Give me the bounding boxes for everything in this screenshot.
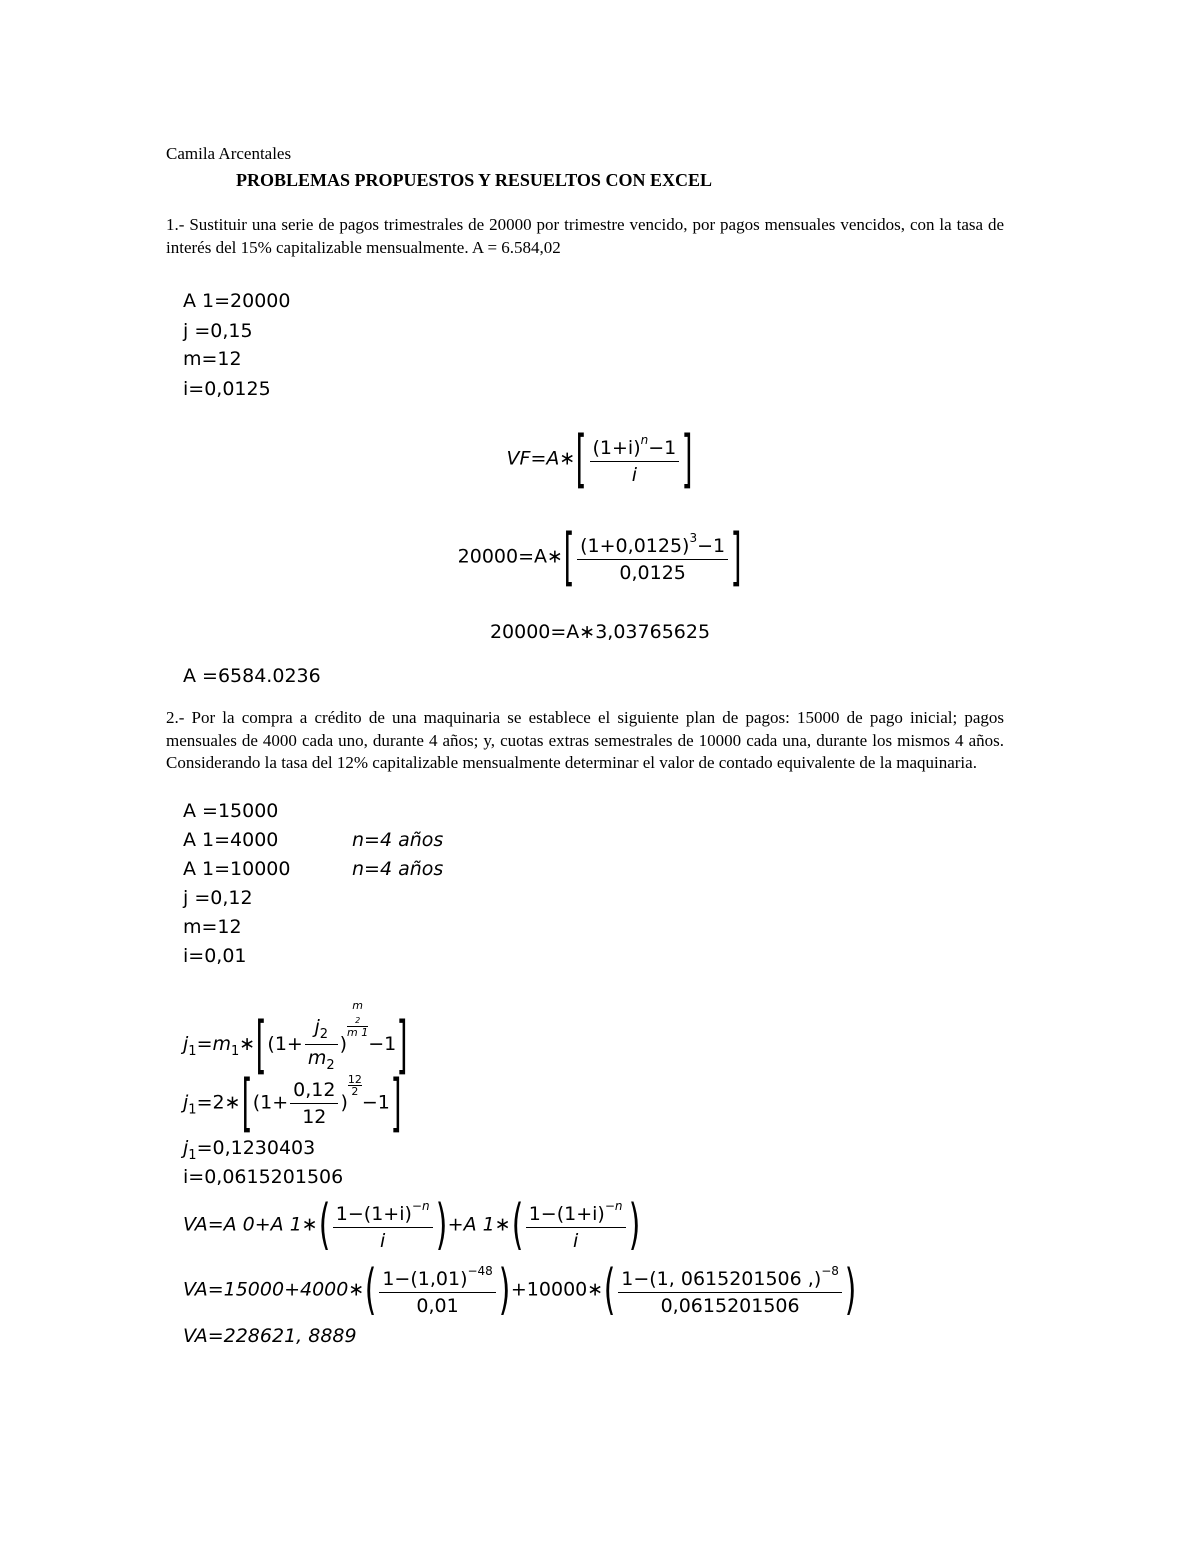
p2-j1s-lhs: j [183,1091,189,1114]
left-paren-icon: ( [511,1193,523,1256]
p2-vaf-num1-exp: −n [411,1198,430,1213]
p2-vaf-den1: i [380,1229,386,1252]
p2-j1s-eq: =2∗ [196,1091,241,1114]
p2-j1s-frac [290,1079,338,1128]
p2-j1s-frac-den: 12 [302,1105,327,1128]
left-bracket-icon: [ [575,422,587,495]
author-name: Camila Arcentales [166,144,292,163]
p1-given-i: i=0,0125 [183,378,271,400]
p2-j1f-frac-num: j [314,1016,320,1039]
p2-va-substitution [183,1258,857,1321]
p2-va-formula [183,1193,641,1256]
p2-vas-mid: +10000∗ [510,1278,604,1301]
right-paren-icon: ) [628,1193,640,1256]
p2-j1f-lhs: j [183,1033,189,1056]
p2-vas-den2: 0,0615201506 [660,1294,800,1317]
p1-sub-num-tail: −1 [697,534,726,557]
p2-vaf-mid: +A 1∗ [447,1213,511,1236]
p2-vas-num1-base: 1−(1,01) [382,1267,468,1290]
right-bracket-icon: ] [396,1007,408,1081]
p1-result [183,664,321,686]
p2-j1r-rhs: =0,1230403 [196,1137,316,1159]
p2-j1f-star: ∗ [239,1033,256,1056]
p1-substitution [0,520,1200,593]
p1-vf-num-tail: −1 [648,436,677,459]
p2-va-result [183,1325,357,1347]
right-paren-icon: ) [844,1258,857,1321]
p2-vas-num2-base: 1−(1, 0615201506 ,) [621,1267,822,1290]
p2-j1f-exp-num-sub: 2 [355,1016,361,1026]
p2-vas-num1-exp: −48 [467,1263,493,1278]
p2-j1r-lhs: j [183,1137,189,1159]
p2-vaf-num2-base: 1−(1+i) [528,1202,605,1225]
p2-vas-lhs: VA=15000+4000∗ [183,1278,365,1301]
right-paren-icon: ) [498,1258,511,1321]
p2-vas-frac1 [379,1264,495,1317]
right-bracket-icon: ] [390,1066,402,1139]
p2-vaf-den2: i [572,1229,579,1252]
p2-vaf-frac2 [526,1199,626,1252]
p1-result-text: A =6584.0236 [183,665,321,686]
p2-i-result: i=0,0615201506 [183,1166,344,1188]
p1-vf-num-base: (1+i) [592,436,641,459]
p2-j1f-open: (1+ [267,1033,303,1056]
p2-va-result-text: VA=228621, 8889 [183,1325,357,1347]
left-paren-icon: ( [365,1258,377,1321]
p2-j1s-exponent [348,1074,362,1097]
p2-vaf-num1-base: 1−(1+i) [335,1202,412,1225]
p1-given-m: m=12 [183,348,242,370]
p2-j1f-eq: =m [196,1033,231,1056]
p2-j1r-lhs-sub: 1 [188,1148,197,1163]
p2-j1s-frac-num: 0,12 [290,1079,338,1104]
p1-sub-den: 0,0125 [619,561,686,584]
p2-j1f-close: ) [339,1033,348,1056]
p2-given-m: m=12 [183,916,242,938]
p1-vf-num-exp: n [640,432,649,447]
p2-period-2: n=4 años [352,858,444,880]
p1-sub-fraction [577,531,728,584]
p2-j1f-frac [305,1016,338,1073]
left-bracket-icon: [ [241,1066,253,1139]
p2-given-a1-4000: A 1=4000 [183,829,279,851]
p2-vaf-frac1 [333,1199,433,1252]
p2-j1f-frac-den: m [307,1047,327,1070]
p1-vf-den: i [631,463,638,486]
p2-vas-frac2 [618,1264,842,1317]
left-paren-icon: ( [318,1193,331,1256]
document-title: PROBLEMAS PROPUESTOS Y RESUELTOS CON EXCEL [236,170,712,190]
p2-j1s-close: ) [340,1091,348,1114]
p2-j1s-lhs-sub: 1 [188,1102,197,1118]
p2-j1f-frac-den-sub: 2 [326,1058,335,1074]
p2-j1-substitution [183,1066,402,1139]
p2-j1s-exp-num: 12 [347,1072,362,1086]
p2-j1f-lhs-sub: 1 [188,1044,197,1060]
p2-vas-num2-exp: −8 [821,1263,839,1278]
p2-j1f-frac-num-sub: 2 [319,1027,328,1043]
right-bracket-icon: ] [681,422,693,495]
p2-given-j: j =0,12 [183,887,253,909]
p2-j1f-m-sub: 1 [231,1044,240,1060]
p2-vaf-lhs: VA=A 0+A 1∗ [183,1213,318,1236]
p2-j1s-open: (1+ [252,1091,289,1114]
p2-j1f-exponent [347,1000,368,1038]
p1-sub-lhs: 20000=A∗ [457,545,563,568]
p1-given-j: j =0,15 [183,320,253,342]
problem-2-statement: 2.- Por la compra a crédito de una maquinaria se establece el siguiente plan de pagos: 15000 de pago inicial; pagos mensuales de 4000 cada uno, durante 4 años; y, cuotas extras semestrales de 10000 cada una, durante los mismos 4 años. Considerando la tasa del 12% capitalizable mensualmente determinar el valor de contado equivalente de la maquinaria. [166,708,1004,772]
p2-vas-den1: 0,01 [416,1294,459,1317]
p2-vaf-num2-exp: −n [604,1198,623,1213]
p1-vf-fraction [590,433,680,486]
left-bracket-icon: [ [255,1007,267,1081]
p2-j1f-exp-den: m 1 [347,1026,369,1040]
p2-j1f-tail: −1 [368,1033,397,1056]
p1-vf-lhs: VF=A∗ [506,447,576,470]
left-bracket-icon: [ [563,520,575,593]
p1-given-a1: A 1=20000 [183,290,291,312]
p1-sub-num-base: (1+0,0125) [580,534,690,557]
right-bracket-icon: ] [730,520,742,593]
right-paren-icon: ) [435,1193,447,1256]
p2-j1s-exp-den: 2 [351,1084,359,1098]
p1-simplified: 20000=A∗3,03765625 [489,621,711,643]
p2-j1-result [183,1137,315,1163]
p1-vf-formula [0,422,1200,495]
p2-given-a1-10000: A 1=10000 [183,858,291,880]
p2-j1f-exp-num: m [352,999,364,1012]
left-paren-icon: ( [603,1258,616,1321]
problem-1-statement: 1.- Sustituir una serie de pagos trimestrales de 20000 por trimestre vencido, por pagos mensuales vencidos, con la tasa de interés del 15% capitalizable mensualmente. A = 6.584,02 [166,215,1004,257]
p2-given-i: i=0,01 [183,945,247,967]
p2-period-1: n=4 años [352,829,444,851]
p1-sub-num-exp: 3 [689,530,698,545]
p2-j1s-tail: −1 [361,1091,390,1114]
p2-given-a: A =15000 [183,800,279,822]
